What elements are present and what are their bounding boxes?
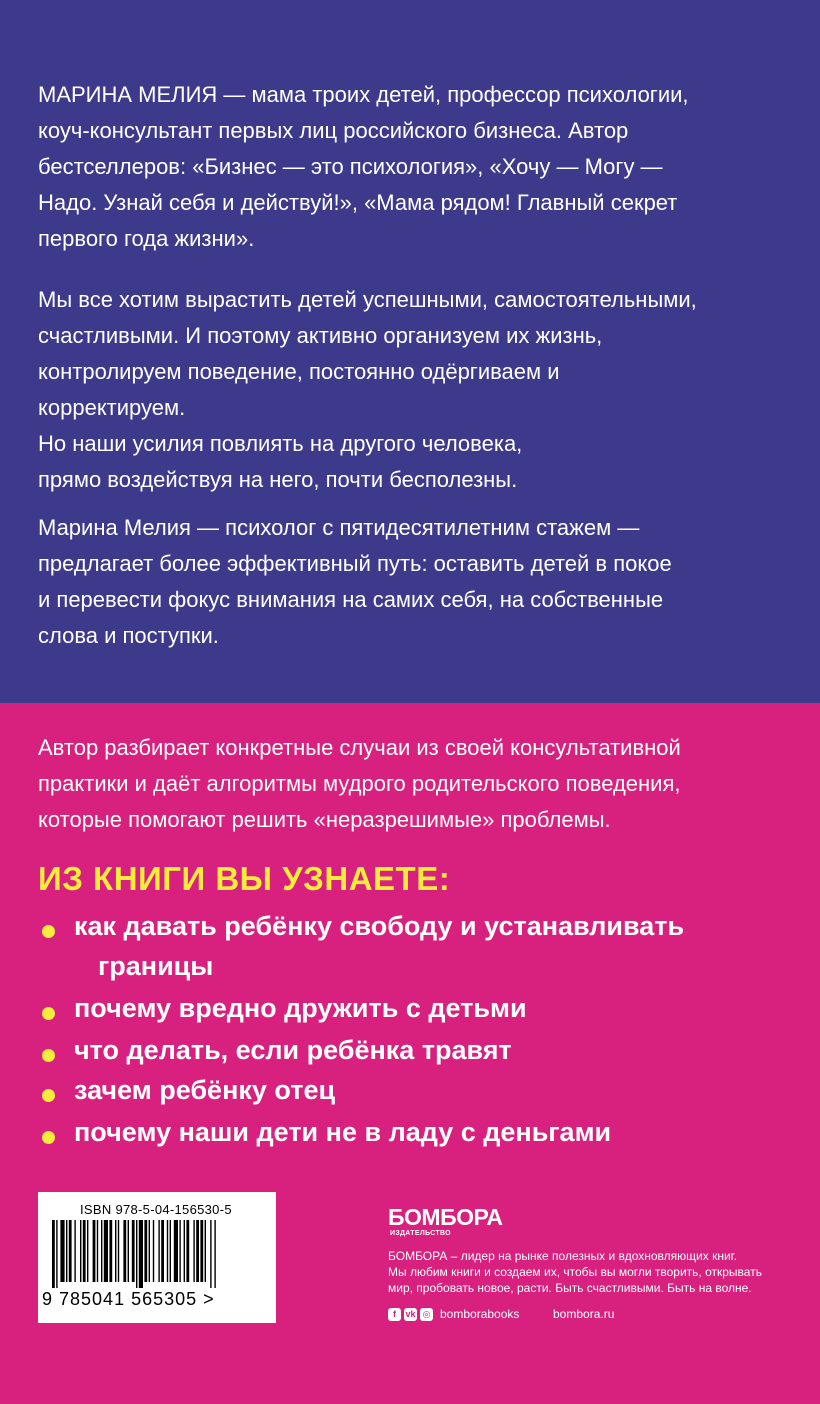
barcode-bar bbox=[158, 1220, 159, 1282]
text-line: мир, пробовать новое, расти. Быть счастливыми. Быть на волне. bbox=[388, 1281, 752, 1295]
list-item bbox=[38, 1071, 798, 1111]
barcode-bar bbox=[210, 1220, 211, 1288]
bullet-dot-icon bbox=[42, 1049, 55, 1062]
text-line: Автор разбирает конкретные случаи из своей консультативной bbox=[38, 735, 681, 760]
text-line: Марина Мелия — психолог с пятидесятилетним стажем — bbox=[38, 515, 640, 540]
social-links bbox=[388, 1306, 519, 1322]
barcode-bar bbox=[118, 1220, 119, 1282]
text-line: МАРИНА МЕЛИЯ — мама троих детей, профессор психологии, bbox=[38, 82, 689, 107]
barcode-bar bbox=[139, 1220, 143, 1288]
text-line: предлагает более эффективный путь: оставить детей в покое bbox=[38, 551, 672, 576]
list-item-text: почему наши дети не в ладу с деньгами bbox=[74, 1117, 612, 1147]
instagram-icon[interactable]: ◎ bbox=[420, 1308, 433, 1321]
text-line: Мы все хотим вырастить детей успешными, самостоятельными, bbox=[38, 287, 697, 312]
bullet-dot-icon bbox=[42, 1089, 55, 1102]
barcode-bar bbox=[87, 1220, 88, 1282]
text-line: практики и даёт алгоритмы мудрого родительского поведения, bbox=[38, 771, 681, 796]
barcode-bar bbox=[186, 1220, 189, 1282]
barcode-bar bbox=[97, 1220, 98, 1282]
text-line: и перевести фокус внимания на самих себя, на собственные bbox=[38, 587, 664, 612]
text-line: которые помогают решить «неразрешимые» проблемы. bbox=[38, 807, 611, 832]
barcode-bars bbox=[52, 1220, 264, 1288]
publisher-subtitle: ИЗДАТЕЛЬСТВО bbox=[390, 1230, 451, 1237]
barcode-bar bbox=[167, 1220, 168, 1282]
barcode-bar bbox=[196, 1220, 199, 1282]
list-item bbox=[38, 989, 798, 1029]
barcode-bar bbox=[104, 1220, 108, 1282]
barcode-bar bbox=[60, 1220, 64, 1282]
barcode-bar bbox=[214, 1220, 215, 1288]
barcode-bar bbox=[83, 1220, 86, 1282]
barcode-bar bbox=[74, 1220, 75, 1282]
barcode-bar bbox=[149, 1220, 150, 1282]
barcode-bar bbox=[179, 1220, 180, 1282]
barcode-bar bbox=[136, 1220, 137, 1288]
barcode-bar bbox=[193, 1220, 194, 1282]
website-link[interactable]: bombora.ru bbox=[553, 1307, 615, 1321]
list-item-text: границы bbox=[98, 951, 214, 981]
text-line: контролируем поведение, постоянно одёргиваем и bbox=[38, 359, 560, 384]
barcode-bar bbox=[66, 1220, 67, 1282]
publisher-description bbox=[388, 1248, 808, 1296]
barcode-bar bbox=[153, 1220, 154, 1282]
list-item bbox=[38, 1113, 798, 1153]
social-handle[interactable]: bomborabooks bbox=[440, 1307, 520, 1321]
list-item-text: зачем ребёнку отец bbox=[74, 1075, 336, 1105]
bullet-dot-icon bbox=[42, 925, 55, 938]
barcode-bar bbox=[184, 1220, 185, 1282]
author-bio bbox=[38, 77, 788, 257]
text-line: Мы любим книги и создаем их, чтобы вы могли творить, открывать bbox=[388, 1265, 762, 1279]
barcode-bar bbox=[144, 1220, 147, 1282]
text-line: Надо. Узнай себя и действуй!», «Мама рядом! Главный секрет bbox=[38, 190, 678, 215]
barcode-bar bbox=[80, 1220, 81, 1282]
list-item bbox=[38, 1031, 798, 1071]
barcode-bar bbox=[200, 1220, 203, 1282]
barcode-digits: 9 785041 565305 > bbox=[42, 1289, 215, 1309]
text-line: бестселлеров: «Бизнес — это психология», «Хочу — Могу — bbox=[38, 154, 663, 179]
barcode-bar bbox=[115, 1220, 116, 1282]
practice-paragraph bbox=[38, 730, 788, 838]
barcode-bar bbox=[93, 1220, 96, 1282]
text-line: счастливыми. И поэтому активно организуем их жизнь, bbox=[38, 323, 603, 348]
publisher-logo: БОМБОРА bbox=[388, 1204, 503, 1230]
text-line: слова и поступки. bbox=[38, 623, 219, 648]
barcode-bar bbox=[174, 1220, 178, 1282]
barcode-bar bbox=[52, 1220, 55, 1288]
intro-paragraph bbox=[38, 282, 788, 498]
list-item-text: что делать, если ребёнка травят bbox=[74, 1035, 512, 1065]
bullet-dot-icon bbox=[42, 1007, 55, 1020]
text-line: БОМБОРА – лидер на рынке полезных и вдохновляющих книг. bbox=[388, 1249, 737, 1263]
barcode-bar bbox=[123, 1220, 126, 1282]
barcode bbox=[38, 1192, 276, 1323]
method-paragraph bbox=[38, 510, 788, 654]
barcode-bar bbox=[109, 1220, 112, 1282]
barcode-bar bbox=[56, 1220, 57, 1288]
barcode-bar bbox=[128, 1220, 129, 1282]
learn-heading: ИЗ КНИГИ ВЫ УЗНАЕТЕ: bbox=[38, 860, 451, 897]
list-item-text: как давать ребёнку свободу и устанавливать bbox=[74, 911, 685, 941]
barcode-bar bbox=[205, 1220, 206, 1282]
bullet-dot-icon bbox=[42, 1131, 55, 1144]
facebook-icon[interactable]: f bbox=[388, 1308, 401, 1321]
barcode-bar bbox=[69, 1220, 72, 1282]
vk-icon[interactable]: vk bbox=[405, 1308, 416, 1319]
barcode-bar bbox=[132, 1220, 135, 1282]
text-line: коуч-консультант первых лиц российского бизнеса. Автор bbox=[38, 118, 629, 143]
barcode-bar bbox=[170, 1220, 171, 1282]
isbn-label: ISBN 978-5-04-156530-5 bbox=[80, 1202, 232, 1217]
text-line: прямо воздействуя на него, почти бесполезны. bbox=[38, 467, 518, 492]
list-item bbox=[38, 905, 798, 985]
text-line: Но наши усилия повлиять на другого человека, bbox=[38, 431, 523, 456]
text-line: корректируем. bbox=[38, 395, 186, 420]
barcode-bar bbox=[161, 1220, 164, 1282]
list-item-text: почему вредно дружить с детьми bbox=[74, 993, 527, 1023]
barcode-bar bbox=[101, 1220, 102, 1282]
text-line: первого года жизни». bbox=[38, 226, 255, 251]
